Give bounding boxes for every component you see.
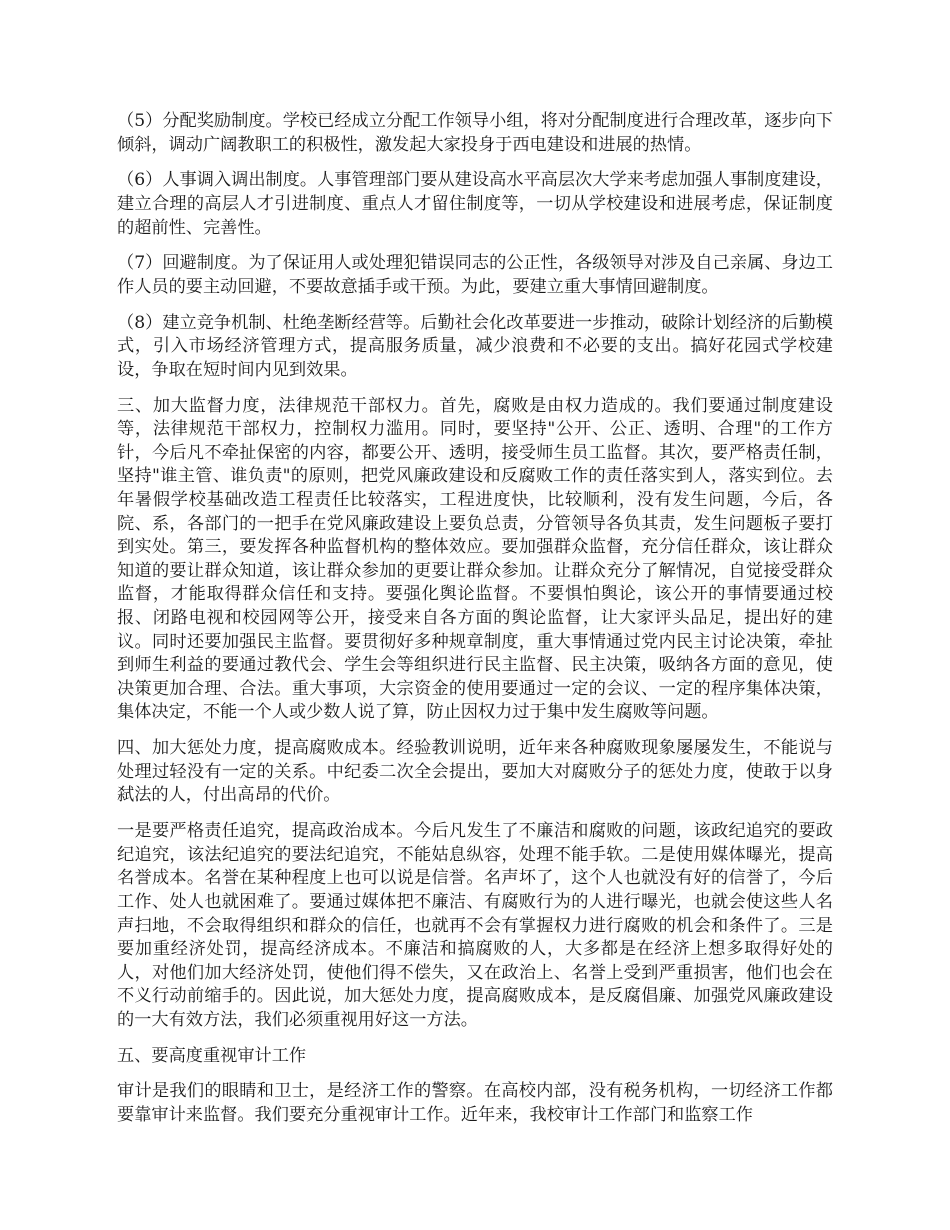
paragraph-accountability: 一是要严格责任追究，提高政治成本。今后凡发生了不廉洁和腐败的问题，该政纪追究的要政纪追究，该法纪追究的要法纪追究，不能姑息纵容，处理不能手软。二是使用媒体曝光，提高名誉成本。名誉在某种程度上也可以说是信誉。名声坏了，这个人也就没有好的信誉了，今后工作、处人也就困难了。要通过媒体把不廉洁、有腐败行为的人进行曝光，也就会使这些人名声扫地，不会取得组织和群众的信任，也就再不会有掌握权力进行腐败的机会和条件了。三是要加重经济处罚，提高经济成本。不廉洁和搞腐败的人，大多都是在经济上想多取得好处的人，对他们加大经济处罚，使他们得不偿失，又在政治上、名誉上受到严重损害，他们也会在不义行动前缩手的。因此说，加大惩处力度，提高腐败成本，是反腐倡廉、加强党风廉政建设的一大有效方法，我们必须重视用好这一方法。 [117,821,833,1030]
paragraph-distribution-reward: （5）分配奖励制度。学校已经成立分配工作领导小组，将对分配制度进行合理改革，逐步向下倾斜，调动广阔教职工的积极性，激发起大家投身于西电建设和进展的热情。 [117,111,833,155]
paragraph-competition-mechanism: （8）建立竞争机制、杜绝垄断经营等。后勤社会化改革要进一步推动，破除计划经济的后勤模式，引入市场经济管理方式，提高服务质量，减少浪费和不必要的支出。搞好花园式学校建设，争取在短时间内见到效果。 [117,312,833,380]
paragraph-audit: 审计是我们的眼睛和卫士，是经济工作的警察。在高校内部，没有税务机构，一切经济工作都要靠审计来监督。我们要充分重视审计工作。近年来，我校审计工作部门和监察工作 [117,1081,833,1126]
paragraph-punishment: 四、加大惩处力度，提高腐败成本。经验教训说明，近年来各种腐败现象屡屡发生，不能说与处理过轻没有一定的关系。中纪委二次全会提出，要加大对腐败分子的惩处力度，使敢于以身弑法的人，付出高昂的代价。 [117,738,833,806]
paragraph-personnel-transfer: （6）人事调入调出制度。人事管理部门要从建设高水平高层次大学来考虑加强人事制度建设，建立合理的高层人才引进制度、重点人才留住制度等，一切从学校建设和进展考虑，保证制度的超前性、完善性。 [117,170,833,238]
document-page [117,110,833,1140]
paragraph-recusal-system: （7）回避制度。为了保证用人或处理犯错误同志的公正性，各级领导对涉及自己亲属、身边工作人员的要主动回避，不要故意插手或干预。为此，要建立重大事情回避制度。 [117,253,833,297]
paragraph-supervision: 三、加大监督力度，法律规范干部权力。首先，腐败是由权力造成的。我们要通过制度建设等，法律规范干部权力，控制权力滥用。同时，要坚持"公开、公正、透明、合理"的工作方针，今后凡不牵扯保密的内容，都要公开、透明，接受师生员工监督。其次，要严格责任制，坚持"谁主管、谁负责"的原则，把党风廉政建设和反腐败工作的责任落实到人，落实到位。去年暑假学校基础改造工程责任比较落实，工程进度快，比较顺利，没有发生问题，今后，各院、系，各部门的一把手在党风廉政建设上要负总责，分管领导各负其责，发生问题板子要打到实处。第三，要发挥各种监督机构的整体效应。要加强群众监督，充分信任群众，该让群众知道的要让群众知道，该让群众参加的更要让群众参加。让群众充分了解情况，自觉接受群众监督，才能取得群众信任和支持。要强化舆论监督。不要惧怕舆论，该公开的事情要通过校报、闭路电视和校园网等公开，接受来自各方面的舆论监督，让大家评头品足，提出好的建议。同时还要加强民主监督。要贯彻好多种规章制度，重大事情通过党内民主讨论决策，牵扯到师生利益的要通过教代会、学生会等组织进行民主监督、民主决策，吸纳各方面的意见，使决策更加合理、合法。重大事项，大宗资金的使用要通过一定的会议、一定的程序集体决策，集体决定，不能一个人或少数人说了算，防止因权力过于集中发生腐败等问题。 [117,395,833,723]
section-heading-audit: 五、要高度重视审计工作 [117,1045,307,1066]
